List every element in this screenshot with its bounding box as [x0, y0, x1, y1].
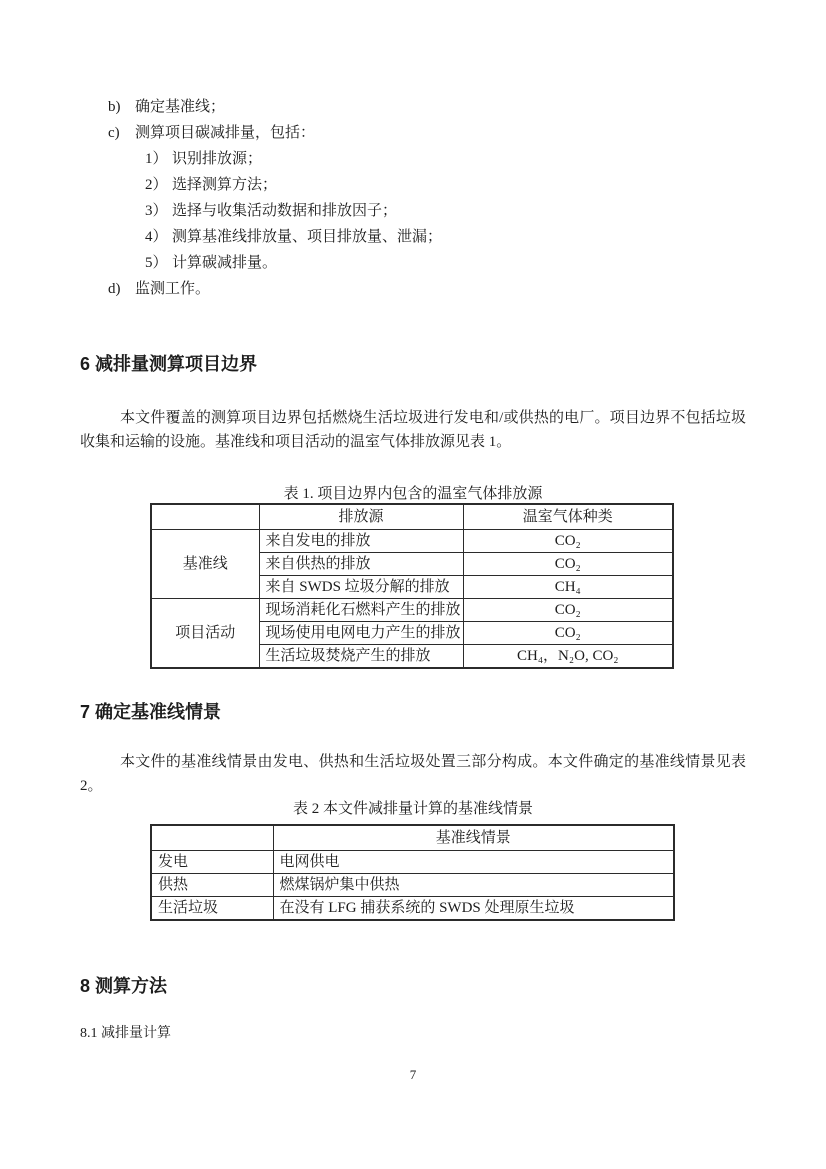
table-2-caption: 表 2 本文件减排量计算的基准线情景 — [292, 801, 533, 817]
table-row — [151, 874, 674, 897]
list-item-label: d) — [108, 281, 121, 297]
list-item-text: 监测工作。 — [135, 281, 211, 297]
list-item-label: c) — [108, 125, 120, 141]
table-cell-gas: CH₄ — [463, 576, 673, 599]
table-cell-source: 来自发电的排放 — [259, 530, 463, 553]
table-cell-scenario: 电网供电 — [273, 851, 674, 874]
table-1-caption: 表 1. 项目边界内包含的温室气体排放源 — [283, 486, 543, 502]
section-6-heading: 6 减排量测算项目边界 — [80, 354, 258, 374]
table-cell-scenario: 在没有 LFG 捕获系统的 SWDS 处理原生垃圾 — [273, 897, 674, 921]
table-cell-source: 现场消耗化石燃料产生的排放 — [259, 599, 463, 622]
list-item-text: 计算碳减排量。 — [172, 255, 278, 271]
table-cell-gas: CO₂ — [463, 553, 673, 576]
table-cell-source: 生活垃圾焚烧产生的排放 — [259, 645, 463, 669]
list-item-label: 4） — [145, 229, 168, 245]
table-1-header-gas: 温室气体种类 — [463, 504, 673, 530]
table-cell-gas: CO₂ — [463, 530, 673, 553]
list-item — [80, 146, 746, 172]
list-item-text: 确定基准线； — [135, 99, 226, 115]
list-item — [80, 224, 746, 250]
list-item — [80, 172, 746, 198]
table-row — [151, 897, 674, 921]
list-item-label: 2） — [145, 177, 168, 193]
table-1 — [150, 503, 674, 669]
table-2-header-scenario: 基准线情景 — [273, 825, 674, 851]
table-1-header-source: 排放源 — [259, 504, 463, 530]
table-cell-source: 来自供热的排放 — [259, 553, 463, 576]
list-item-label: b) — [108, 99, 121, 115]
list-item-text: 测算基准线排放量、项目排放量、泄漏； — [172, 229, 443, 245]
section-6-paragraph: 本文件覆盖的测算项目边界包括燃烧生活垃圾进行发电和/或供热的电厂。项目边界不包括垃圾收集和运输的设施。基准线和项目活动的温室气体排放源见表 1。 — [80, 410, 746, 450]
table-2-header-empty — [151, 825, 273, 851]
table-cell-item: 供热 — [151, 874, 273, 897]
table-row — [151, 599, 673, 622]
list-item — [80, 198, 746, 224]
list-item — [80, 276, 746, 302]
table-cell-scenario: 燃煤锅炉集中供热 — [273, 874, 674, 897]
table-row — [151, 825, 674, 851]
list-item — [80, 120, 746, 146]
table-cell-source: 现场使用电网电力产生的排放 — [259, 622, 463, 645]
table-cell-source: 来自 SWDS 垃圾分解的排放 — [259, 576, 463, 599]
list-item-label: 3） — [145, 203, 168, 219]
list-item — [80, 94, 746, 120]
list-item-label: 5） — [145, 255, 168, 271]
table-1-group-baseline: 基准线 — [151, 530, 259, 599]
table-cell-gas: CO₂ — [463, 599, 673, 622]
list-item-text: 选择测算方法； — [172, 177, 278, 193]
list-item — [80, 250, 746, 276]
section-8-heading: 8 测算方法 — [80, 976, 168, 996]
list-item-text: 测算项目碳减排量，包括： — [135, 125, 316, 141]
table-1-header-empty — [151, 504, 259, 530]
table-cell-gas: CH₄，N₂O, CO₂ — [463, 645, 673, 669]
table-row — [151, 530, 673, 553]
list-item-text: 选择与收集活动数据和排放因子； — [172, 203, 398, 219]
table-row — [151, 504, 673, 530]
list-item-label: 1） — [145, 151, 168, 167]
section-8-1-subheading: 8.1 减排量计算 — [80, 1026, 171, 1041]
ordered-list — [80, 0, 746, 302]
table-cell-item: 生活垃圾 — [151, 897, 273, 921]
table-cell-item: 发电 — [151, 851, 273, 874]
table-2 — [150, 824, 675, 921]
table-1-group-project: 项目活动 — [151, 599, 259, 669]
list-item-text: 识别排放源； — [172, 151, 263, 167]
table-cell-gas: CO₂ — [463, 622, 673, 645]
section-7-paragraph: 本文件的基准线情景由发电、供热和生活垃圾处置三部分构成。本文件确定的基准线情景见表 2。 — [80, 754, 746, 794]
page-number: 7 — [409, 1067, 417, 1082]
table-row — [151, 851, 674, 874]
section-7-heading: 7 确定基准线情景 — [80, 702, 222, 722]
